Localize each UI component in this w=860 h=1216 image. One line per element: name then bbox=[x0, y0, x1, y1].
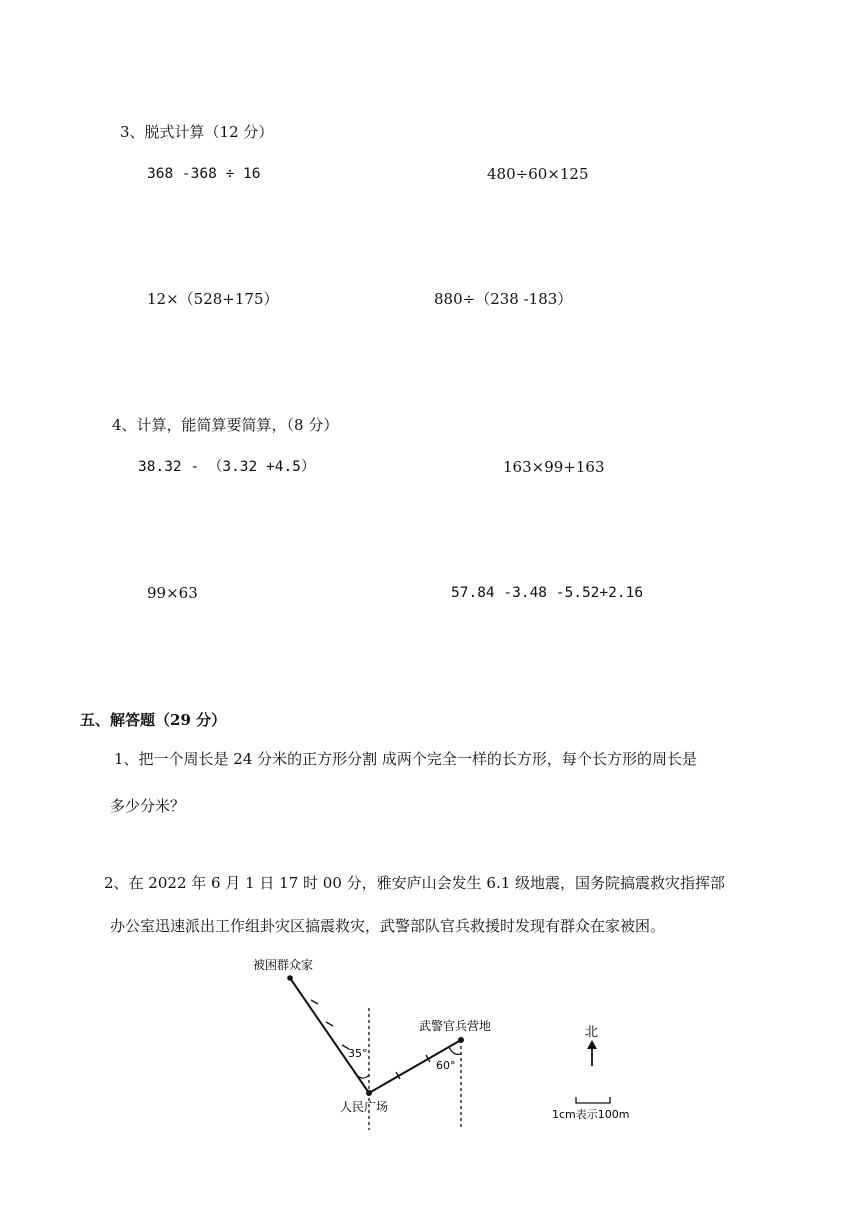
label-angle-35: 35° bbox=[348, 1047, 368, 1060]
label-home: 被困群众家 bbox=[253, 958, 314, 972]
section5-heading: 五、解答题（29 分） bbox=[80, 711, 227, 729]
point-home bbox=[287, 975, 293, 981]
problem-4-1: 38.32 - （3.32 +4.5） bbox=[138, 459, 316, 475]
scale-bar bbox=[576, 1097, 610, 1103]
problem-4-3: 99×63 bbox=[147, 584, 198, 602]
problem-3-4: 880÷（238 -183） bbox=[434, 290, 573, 308]
question-1-line1: 1、把一个周长是 24 分米的正方形分割 成两个完全一样的长方形，每个长方形的周长是 bbox=[114, 750, 697, 768]
point-camp bbox=[458, 1037, 464, 1043]
problem-3-2: 480÷60×125 bbox=[487, 165, 589, 183]
home-path-ticks bbox=[311, 1000, 349, 1049]
problem-4-4: 57.84 -3.48 -5.52+2.16 bbox=[451, 585, 644, 601]
point-square bbox=[366, 1090, 372, 1096]
scale-label: 1cm表示100m bbox=[552, 1108, 630, 1121]
question-2-line1: 2、在 2022 年 6 月 1 日 17 时 00 分，雅安庐山会发生 6.1 级地震，国务院搞震救灾指挥部 bbox=[104, 874, 726, 892]
angle-arc-60 bbox=[449, 1047, 461, 1054]
section4-title: 4、计算，能简算要简算，（8 分） bbox=[112, 416, 339, 434]
label-angle-60: 60° bbox=[436, 1059, 456, 1072]
problem-4-2: 163×99+163 bbox=[503, 458, 605, 476]
north-arrowhead-icon bbox=[587, 1040, 597, 1049]
section3-title: 3、脱式计算（12 分） bbox=[120, 123, 274, 141]
label-square: 人民广场 bbox=[340, 1100, 389, 1114]
north-label: 北 bbox=[585, 1025, 599, 1040]
problem-3-1: 368 -368 ÷ 16 bbox=[147, 166, 261, 182]
label-camp: 武警官兵营地 bbox=[419, 1019, 492, 1033]
question-2-line2: 办公室迅速派出工作组卦灾区搞震救灾，武警部队官兵救援时发现有群众在家被困。 bbox=[110, 917, 666, 935]
problem-3-3: 12×（528+175） bbox=[147, 290, 279, 308]
question-1-line2: 多少分米？ bbox=[110, 797, 186, 815]
